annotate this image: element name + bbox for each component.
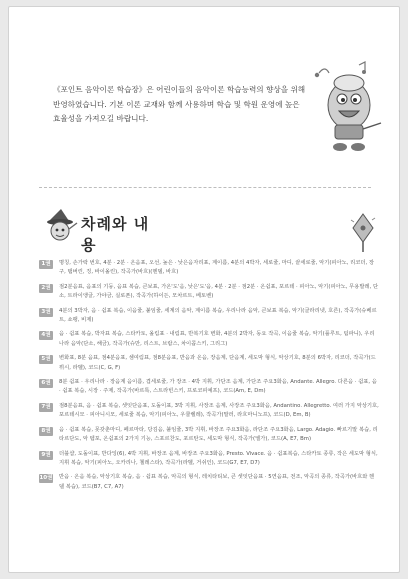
- page: [8, 6, 400, 573]
- section-heading: [41, 207, 161, 254]
- volume-badge: 1권: [39, 260, 53, 269]
- list-item: [39, 450, 379, 469]
- volume-badge: 7권: [39, 403, 53, 412]
- list-item: [39, 378, 379, 397]
- list-item: [39, 330, 379, 349]
- volume-description: 더블샵, 도돌이표, 반다잉(6), 4박 지휘, 바장조 음계, 바장조 주요3화음, Presto. Vivace. 음 · 쉼표복습, 스타카토 종류, 작은 세도막 형식, 지휘 복습, 악기(피아노, 오카리나, 첼레스타), 작곡가(라벨, 거쉬인), 코드(G7, E7, D7): [59, 450, 378, 466]
- pen-nib-icon: [347, 212, 379, 254]
- list-item: [39, 426, 379, 445]
- intro-paragraph: 《포인트 음악이론 학습장》은 어린이들의 음악이론 학습능력의 향상을 위해 반영하였습니다. 기본 이론 교재와 함께 사용하며 학습 및 학원 운영에 높은 효율성을 가져오길 바랍니다.: [53, 85, 306, 123]
- list-item: [39, 259, 379, 278]
- list-item: [39, 402, 379, 421]
- volume-badge: 5권: [39, 355, 53, 364]
- mascot-illustration: [305, 59, 391, 155]
- volume-description: 점2분음표, 음표의 기둥, 음표 복습, 큰보표, 가온'도'음, 낮은'도'음, 4분 · 2분 · 점2분 · 온쉼표, 포르테 · 피아노, 악기(피아노, 무용발레, 단소, 트라이앵글, 가야금, 실로폰), 작곡가(하이든, 모차르트, 베토벤): [59, 283, 379, 300]
- volume-description: 4분의 3박자, 음 · 쉼표 복습, 이음줄, 붙임줄, 세계의 음악, 계이름 복습, 우리나라 음악, 큰보표 복습, 악기(클라리넷, 호른), 작곡가(슈베르트, 쇼팽, 비제): [59, 307, 377, 324]
- volume-badge: 4권: [39, 331, 53, 340]
- volume-description: 음 · 쉼표 복습, 못갖춘마디, 페르마타, 당김음, 붙임줄, 3박 지휘, 바장조 주요3화음, 라단조 주요3화음, Largo. Adagio. 빠르기말 복습, 리타르단도, 악 템포, 온쉼표의 2가지 기능, 스포르찬도, 포르탄도, 세도막 형식, 작곡가(엘가), 코드(A, E7, Bm): [59, 426, 378, 443]
- volume-badge: 9권: [39, 451, 53, 460]
- volume-description: 변화표, 8분 음표, 점4분음표, 셈여림표, 점8분음표, 반음과 온음, 장음계, 단음계, 세도막 형식, 악상기호, 8분의 6박자, 리코더, 작곡가(드뷔시, 라벨), 코드(C, G, F): [59, 355, 376, 371]
- list-item: [39, 354, 379, 373]
- list-item: [39, 283, 379, 302]
- volume-badge: 3권: [39, 308, 53, 317]
- volume-description: 8분 쉼표 · 우리나라 · 장음계 음이름, 겹세로줄, 가 장조 · 4박 지휘, 가단조 음계, 가단조 주요3화음, Andante. Allegro. 다른음 · 쉼표, 음 · 쉼표 복습, 시장 · 주제, 작곡가(바르톡, 스트라빈스키, 프로코피예프), 코드(Am, E, Dm): [59, 379, 377, 395]
- volume-badge: 2권: [39, 284, 53, 293]
- volume-badge: 10권: [39, 475, 53, 482]
- section-title: 차례와 내용: [81, 215, 150, 254]
- volume-badge: 8권: [39, 427, 53, 436]
- volume-description: 음 · 쉼표 복습, 박자표 복습, 스타카토, 올림표 · 내림표, 반복기호 변화, 4분의 2박자, 동요 작곡, 이음줄 복습, 악기(플루트, 팀파니), 우리나라 음악(단소, 해금), 작곡가(슈만, 리스트, 브람스, 차이콥스키, 그리그): [59, 331, 375, 347]
- volume-description: 명칭, 손가락 번호, 4분 · 2분 · 온음표, 오선, 높은 · 낮은음자리표, 계이름, 4분의 4박자, 세로줄, 마디, 끝세로줄, 악기(피아노, 리코더, 장구, 탬버린, 징, 바이올린), 작곡가(바흐)(헨델, 바흐): [59, 260, 374, 276]
- section-divider: [39, 187, 371, 188]
- volume-description: 반음 · 온음 복습, 악상기호 복습, 음 · 쉼표 복습, 악곡의 형식, 레치타티보, 큰 셋잇단음표 · 5연음표, 전조, 악곡의 종류, 작곡가(바흐와 헨델 복습), 코드(B7, C7, A7): [59, 474, 375, 490]
- list-item: [39, 307, 379, 326]
- volume-badge: 6권: [39, 379, 53, 388]
- wizard-character-icon: [41, 207, 79, 245]
- volume-description: 점8분음표, 음 · 쉼표 복습, 셋잇단음표, 도돌이표, 3박 지휘, 사장조 음계, 사장조 주요3화음, Andantino. Allegretto. 여러 가지 악상기호, 포르테시모 · 피아니시모, 세로줄 복습, 악기(피아노, 우쿨렐레), 작곡가(말러, 라흐마니노프), 코드(D, Em, B): [59, 402, 379, 419]
- list-item: [39, 473, 379, 492]
- contents-list: [39, 259, 379, 497]
